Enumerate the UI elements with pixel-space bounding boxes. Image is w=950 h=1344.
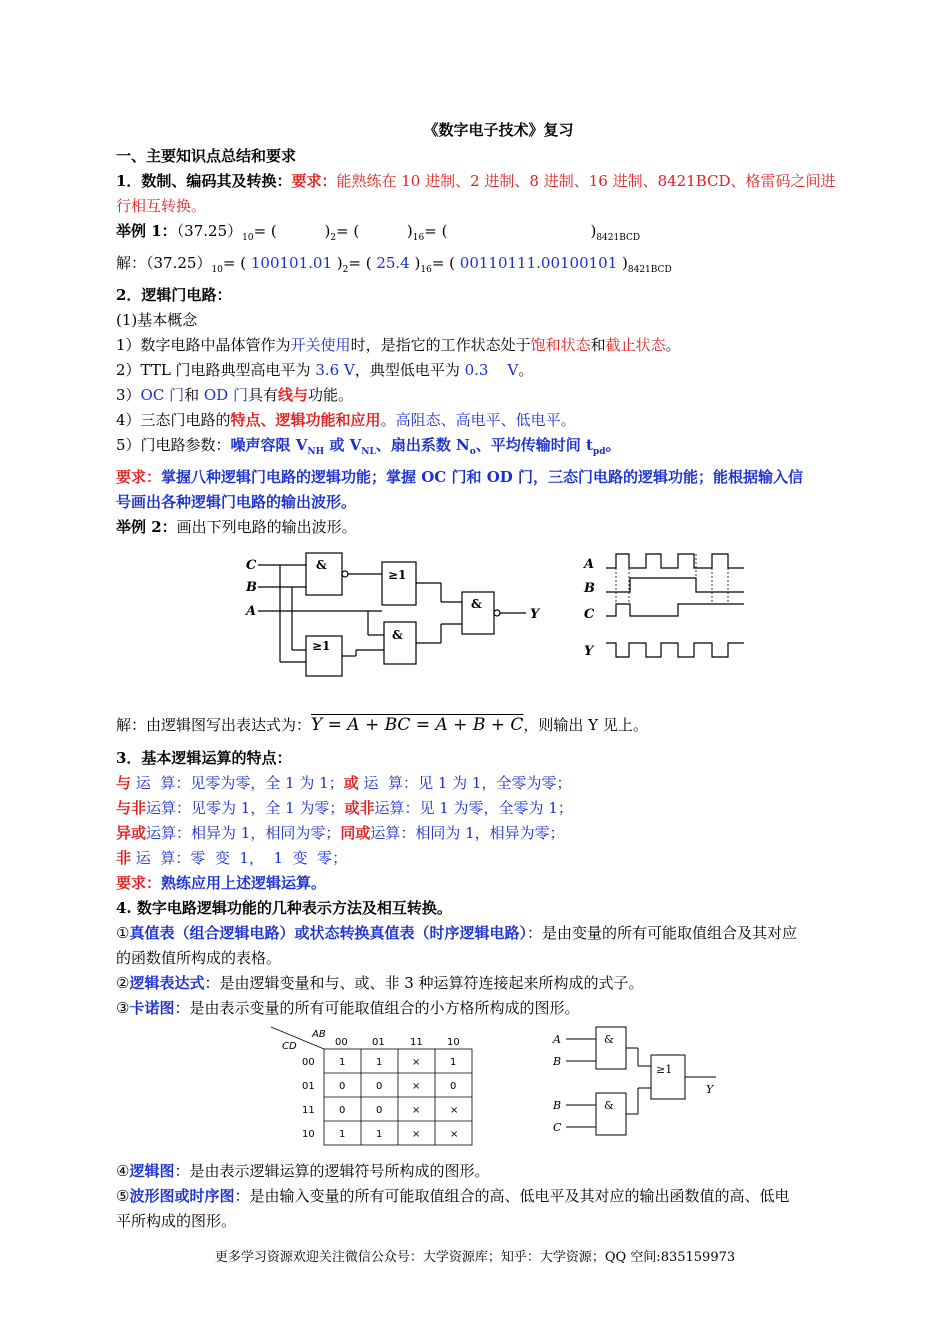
expression: Y = A + BC = A + B + C	[311, 715, 524, 735]
logic-rule-row: 与非运算：见零为 1，全 1 为零；或非运算：见 1 为零，全零为 1；	[116, 799, 573, 817]
gate-symbol: &	[604, 1033, 614, 1046]
output-label-y: Y	[706, 1083, 714, 1096]
logic-circuit-diagram	[116, 540, 881, 710]
example-2-figure	[116, 540, 881, 710]
input-label-c: C	[553, 1121, 562, 1134]
kmap-cell: ×	[412, 1081, 421, 1092]
kmap-cell: 1	[339, 1129, 346, 1140]
representation-item-cont: 平所构成的图形。	[116, 1212, 237, 1230]
input-label-b: B	[246, 580, 257, 595]
example-1: 举例 1：$(37.25)_{10}=$ ( )$_2=$ ( )$_{16}=$ ( )$_{8421BCD}$	[116, 222, 641, 243]
logic-rule-row: 与 运 算：见零为零，全 1 为 1；或 运 算：见 1 为 1，全零为零；	[116, 774, 572, 792]
kmap-row-label: 11	[302, 1105, 315, 1116]
kmap-cell: ×	[412, 1105, 421, 1116]
requirement-3: 要求：熟练应用上述逻辑运算。	[116, 874, 327, 892]
representation-item-cont: 的函数值所构成的表格。	[116, 949, 282, 967]
document-body	[116, 118, 881, 1234]
kmap-figure	[116, 1021, 881, 1159]
kmap-cd-label: CD	[282, 1041, 297, 1052]
kmap-cell: ×	[412, 1057, 421, 1068]
concept-2: 2）TTL 门电路典型高电平为 3.6 V，典型低电平为 0.3 V。	[116, 361, 534, 379]
requirement-2-cont: 号画出各种逻辑门电路的输出波形。	[116, 493, 357, 511]
input-label-a: A	[246, 604, 257, 619]
kmap-cell: 0	[339, 1105, 346, 1116]
waveform-diagram	[582, 554, 744, 659]
representation-item: ④逻辑图：是由表示逻辑运算的逻辑符号所构成的图形。	[116, 1162, 490, 1180]
section-heading: 一、主要知识点总结和要求	[116, 147, 297, 165]
subheading: (1)基本概念	[116, 311, 198, 329]
kmap-row-label: 10	[302, 1129, 315, 1140]
topic-2: 2．逻辑门电路：	[116, 286, 232, 304]
kmap-cell: 0	[376, 1081, 383, 1092]
kmap-cell: 1	[376, 1057, 383, 1068]
input-label-b: B	[553, 1099, 562, 1112]
logic-rule-row: 非 运 算：零 变 1， 1 变 零；	[116, 849, 348, 867]
kmap-ab-label: AB	[312, 1029, 326, 1040]
kmap-cell: 1	[339, 1057, 346, 1068]
representation-item: ⑤波形图或时序图：是由输入变量的所有可能取值组合的高、低电平及其对应的输出函数值的高、低电	[116, 1187, 790, 1205]
wave-label-c: C	[584, 607, 595, 622]
logic-rule-row: 异或运算：相异为 1，相同为零；同或运算：相同为 1，相异为零；	[116, 824, 565, 842]
concept-3: 3）OC 门和 OD 门具有线与功能。	[116, 386, 354, 404]
concept-1: 1）数字电路中晶体管作为开关使用时，是指它的工作状态处于饱和状态和截止状态。	[116, 336, 681, 354]
kmap-cell: 0	[450, 1081, 457, 1092]
gate-symbol: ≥1	[388, 568, 407, 582]
solution-1: 解：$(37.25)_{10}=$ ( 100101.01 )$_2=$ ( 25.4 )$_{16}=$ ( 00110111.00100101 )$_{8421BCD}$	[116, 254, 672, 275]
kmap-cell: ×	[450, 1129, 459, 1140]
concept-4: 4）三态门电路的特点、逻辑功能和应用。高阻态、高电平、低电平。	[116, 411, 576, 429]
page-title: 《数字电子技术》复习	[423, 121, 574, 139]
kmap-cell: 1	[376, 1129, 383, 1140]
kmap-cell: ×	[412, 1129, 421, 1140]
input-label-c: C	[246, 558, 257, 573]
representation-item: ③卡诺图：是由表示变量的所有可能取值组合的小方格所构成的图形。	[116, 999, 580, 1017]
example-2: 举例 2：画出下列电路的输出波形。	[116, 518, 357, 536]
input-label-b: B	[553, 1055, 562, 1068]
gate-symbol: &	[604, 1099, 614, 1112]
kmap-cell: 0	[376, 1105, 383, 1116]
wave-label-b: B	[584, 581, 595, 596]
solution-2: 解：由逻辑图写出表达式为：Y = A + BC = A + B + C，则输出 Y 见上。	[116, 715, 648, 735]
kmap-row-label: 00	[302, 1057, 315, 1068]
gate-symbol: &	[392, 628, 403, 642]
kmap-col: 10	[447, 1037, 460, 1048]
karnaugh-map	[116, 1021, 881, 1159]
kmap-col: 00	[335, 1037, 348, 1048]
requirement-2: 要求：掌握八种逻辑门电路的逻辑功能；掌握 OC 门和 OD 门，三态门电路的逻辑功能；能根据输入信	[116, 468, 803, 486]
output-label-y: Y	[530, 607, 540, 622]
kmap-col: 01	[372, 1037, 385, 1048]
kmap-row-label: 01	[302, 1081, 315, 1092]
kmap-cell: 1	[450, 1057, 457, 1068]
topic-4: 4. 数字电路逻辑功能的几种表示方法及相互转换。	[116, 899, 452, 917]
gate-symbol: ≥1	[312, 639, 331, 653]
page-footer: 更多学习资源欢迎关注微信公众号：大学资源库；知乎：大学资源；QQ 空间:835159973	[214, 1250, 736, 1265]
representation-item: ②逻辑表达式：是由逻辑变量和与、或、非 3 种运算符连接起来所构成的式子。	[116, 974, 644, 992]
gate-symbol: ≥1	[656, 1063, 673, 1076]
gate-symbol: &	[471, 597, 482, 611]
kmap-col: 11	[410, 1037, 423, 1048]
topic-1: 1．数制、编码其及转换：要求：能熟练在 10 进制、2 进制、8 进制、16 进制、8421BCD、格雷码之间进	[116, 172, 836, 190]
input-label-a: A	[553, 1033, 561, 1046]
wave-label-y: Y	[584, 644, 594, 659]
gate-symbol: &	[316, 558, 327, 572]
logic-diagram	[552, 1027, 716, 1135]
topic-1-cont: 行相互转换。	[116, 197, 207, 215]
kmap-cell: ×	[450, 1105, 459, 1116]
topic-3: 3．基本逻辑运算的特点：	[116, 749, 292, 767]
representation-item: ①真值表（组合逻辑电路）或状态转换真值表（时序逻辑电路）：是由变量的所有可能取值组合及其对应	[116, 924, 797, 942]
wave-label-a: A	[584, 557, 595, 572]
kmap-cell: 0	[339, 1081, 346, 1092]
concept-5: 5）门电路参数：噪声容限 $V_{NH}$ 或 $V_{NL}$、扇出系数 $N_o$、平均传输时间 $t_{pd}$。	[116, 436, 621, 457]
